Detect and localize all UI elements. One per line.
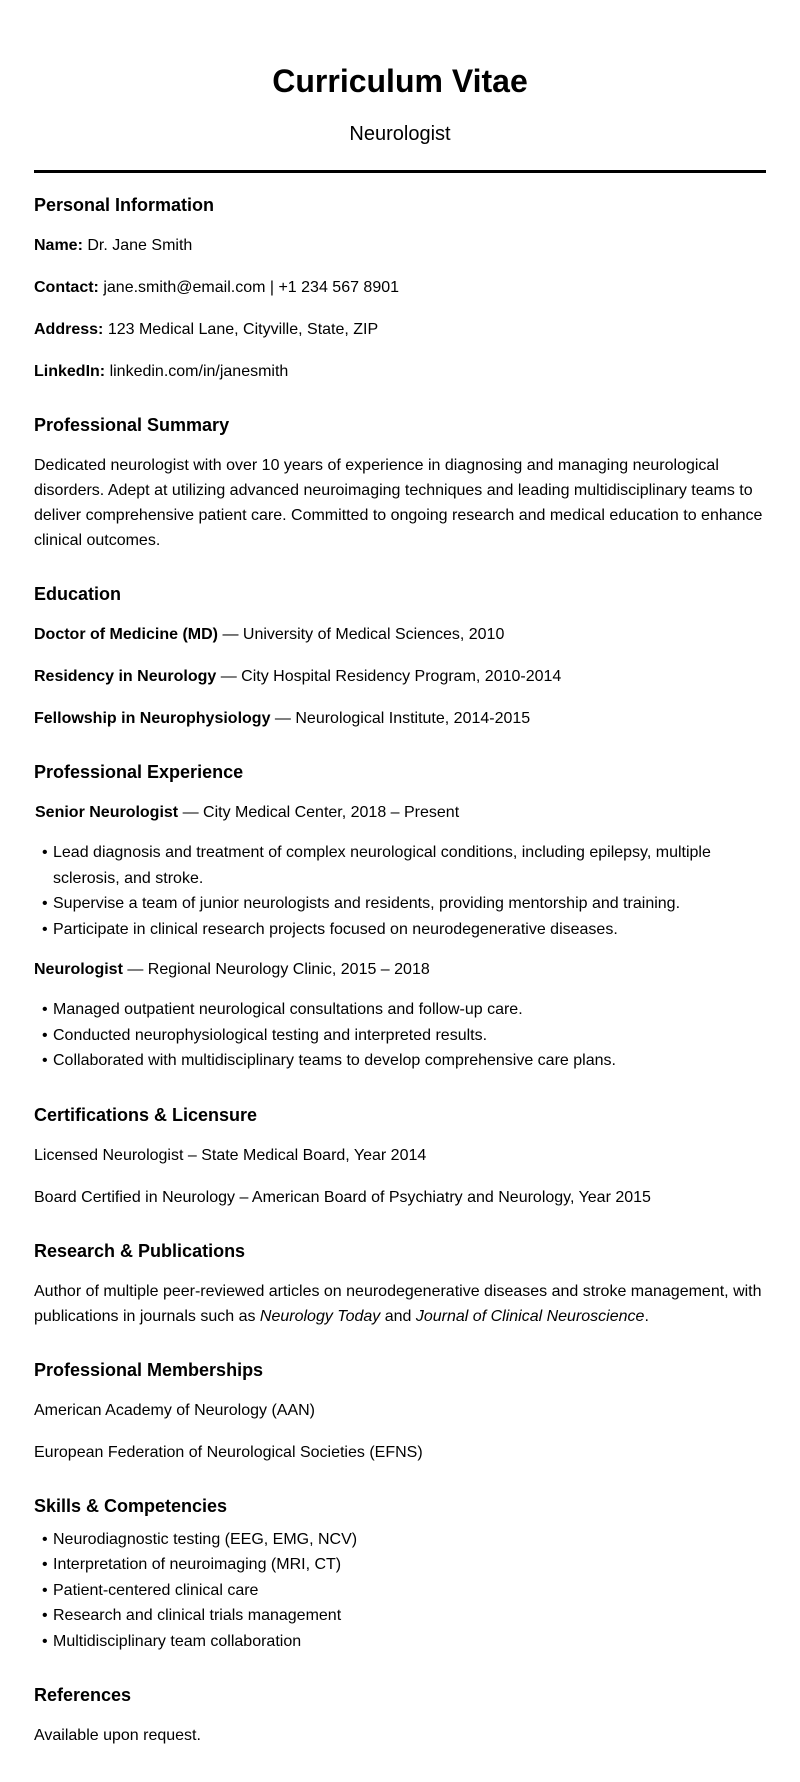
section-heading-summary: Professional Summary	[34, 415, 230, 435]
memberships-section	[34, 1359, 766, 1465]
section-heading-references: References	[34, 1685, 132, 1705]
references-section	[34, 1684, 766, 1748]
journal-name: Neurology Today	[259, 1307, 381, 1325]
list-item: • Research and clinical trials management	[42, 1603, 766, 1629]
education-item	[34, 706, 766, 731]
summary-section	[34, 414, 766, 553]
list-item: • Interpretation of neuroimaging (MRI, CT)	[42, 1552, 766, 1578]
list-item: • Collaborated with multidisciplinary teams to develop comprehensive care plans.	[42, 1048, 766, 1074]
job-title-row	[34, 957, 766, 982]
personal-contact-row	[34, 275, 766, 300]
section-heading-research: Research & Publications	[34, 1240, 246, 1261]
list-item: • Conducted neurophysiological testing and interpreted results.	[42, 1023, 766, 1049]
research-text-part: Author of multiple peer-reviewed articles on neurodegenerative diseases and stroke management, with publications in journals such as	[34, 1282, 762, 1325]
education-detail: — University of Medical Sciences, 2010	[218, 626, 505, 643]
research-text	[34, 1279, 766, 1329]
job-bullet-list	[34, 840, 766, 942]
linkedin-label: LinkedIn:	[34, 363, 106, 380]
job-role: Senior Neurologist	[35, 804, 179, 821]
header-divider	[34, 170, 766, 173]
education-degree: Fellowship in Neurophysiology	[34, 710, 271, 727]
membership-item: American Academy of Neurology (AAN)	[34, 1401, 315, 1419]
section-heading-education: Education	[34, 584, 122, 604]
personal-address-row	[34, 317, 766, 342]
education-detail: — City Hospital Residency Program, 2010-2014	[216, 668, 562, 685]
summary-text: Dedicated neurologist with over 10 years of experience in diagnosing and managing neurological disorders. Adept at utilizing advanced neuroimaging techniques and leading multidisciplinary teams to deliver comprehensive patient care. Committed to ongoing research and medical education to enhance clinical outcomes.	[34, 457, 763, 549]
list-item: • Participate in clinical research projects focused on neurodegenerative diseases.	[42, 917, 766, 943]
skills-section	[34, 1495, 766, 1655]
personal-information-section	[34, 194, 766, 384]
education-item	[34, 664, 766, 689]
job-detail: — City Medical Center, 2018 – Present	[178, 804, 460, 821]
section-heading-personal: Personal Information	[34, 195, 215, 215]
address-value: 123 Medical Lane, Cityville, State, ZIP	[107, 321, 379, 338]
linkedin-value: linkedin.com/in/janesmith	[109, 363, 289, 380]
job-title-row	[34, 800, 766, 825]
list-item: • Patient-centered clinical care	[42, 1578, 766, 1604]
page-title: Curriculum Vitae	[272, 63, 528, 99]
section-heading-memberships: Professional Memberships	[34, 1359, 264, 1380]
list-item: • Supervise a team of junior neurologists and residents, providing mentorship and training.	[42, 891, 766, 917]
journal-name: Journal of Clinical Neuroscience	[415, 1307, 645, 1325]
references-text: Available upon request.	[34, 1727, 201, 1744]
job-detail: — Regional Neurology Clinic, 2015 – 2018	[122, 961, 430, 978]
personal-linkedin-row	[34, 359, 766, 384]
job-role: Neurologist	[34, 961, 123, 978]
education-item	[34, 622, 766, 647]
contact-value: jane.smith@email.com | +1 234 567 8901	[103, 279, 400, 296]
list-item: • Neurodiagnostic testing (EEG, EMG, NCV)	[42, 1527, 766, 1553]
certification-item: Board Certified in Neurology – American Board of Psychiatry and Neurology, Year 2015	[34, 1188, 651, 1206]
research-text-part: .	[644, 1307, 649, 1325]
list-item: • Multidisciplinary team collaboration	[42, 1629, 766, 1655]
personal-name-row	[34, 233, 766, 258]
page-subtitle: Neurologist	[349, 123, 451, 145]
research-section	[34, 1240, 766, 1329]
certification-item: Licensed Neurologist – State Medical Board, Year 2014	[34, 1146, 427, 1164]
address-label: Address:	[34, 321, 104, 338]
research-text-part: and	[380, 1307, 416, 1325]
experience-section	[34, 761, 766, 1074]
list-item: • Lead diagnosis and treatment of complex neurological conditions, including epilepsy, multiple sclerosis, and stroke.	[42, 840, 766, 891]
name-value: Dr. Jane Smith	[87, 237, 193, 254]
section-heading-experience: Professional Experience	[34, 762, 244, 782]
section-heading-skills: Skills & Competencies	[34, 1495, 228, 1516]
section-heading-certifications: Certifications & Licensure	[34, 1104, 258, 1125]
membership-item: European Federation of Neurological Societies (EFNS)	[34, 1443, 423, 1461]
name-label: Name:	[34, 237, 83, 254]
list-item: • Managed outpatient neurological consultations and follow-up care.	[42, 997, 766, 1023]
certifications-section	[34, 1104, 766, 1210]
education-degree: Residency in Neurology	[34, 668, 217, 685]
education-degree: Doctor of Medicine (MD)	[34, 626, 218, 643]
skills-list	[34, 1527, 766, 1655]
job-bullet-list	[34, 997, 766, 1074]
education-detail: — Neurological Institute, 2014-2015	[270, 710, 531, 727]
contact-label: Contact:	[34, 279, 99, 296]
education-section	[34, 583, 766, 731]
